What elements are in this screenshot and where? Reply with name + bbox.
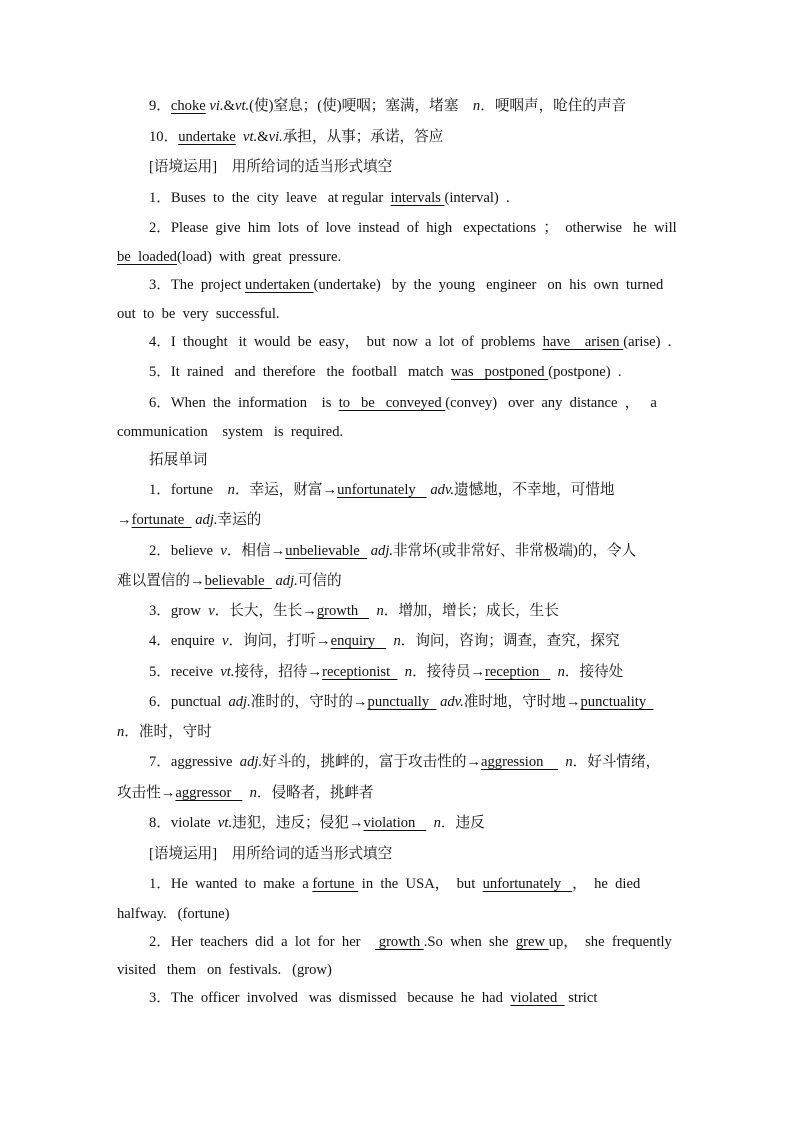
text-segment: 1．He wanted to make a (149, 876, 313, 892)
text-segment: ．好斗情绪， (572, 754, 661, 770)
text-segment: 准时地，守时地→ (463, 694, 581, 710)
text-segment: 2．Her teachers did a lot for her (149, 934, 376, 950)
part-of-speech: adv. (430, 482, 454, 498)
text-segment (236, 129, 243, 145)
answer-blank: intervals (390, 190, 445, 206)
part-of-speech: vt. (220, 664, 235, 680)
text-segment: (interval) . (444, 190, 510, 206)
ext-4 (149, 631, 620, 651)
text-segment: ．相信→ (226, 543, 286, 559)
ex1-q3b (117, 304, 280, 324)
text-segment: 2．Please give him lots of love instead of high expectations ； otherwise he will (149, 220, 677, 236)
section-heading-1 (149, 157, 392, 177)
answer-blank: be loaded (117, 249, 177, 265)
text-segment: 1．fortune (149, 482, 228, 498)
text-segment: [语境运用] 用所给词的适当形式填空 (149, 846, 393, 862)
answer-blank: have arisen (542, 334, 624, 350)
part-of-speech: v (221, 633, 229, 649)
part-of-speech: n (433, 815, 441, 831)
part-of-speech: vt. (217, 815, 233, 831)
part-of-speech: vi. (209, 98, 224, 114)
ex1-q4 (149, 332, 671, 352)
text-segment: 3．grow (149, 603, 209, 619)
answer-blank: to be conveyed (338, 395, 446, 411)
section-heading-3 (149, 844, 392, 864)
ex2-q1b (117, 904, 230, 924)
part-of-speech: n (227, 482, 235, 498)
text-segment: ．幸运，财富→ (234, 482, 338, 498)
ext-7b (117, 783, 374, 803)
text-segment: halfway. (fortune) (117, 906, 230, 922)
ext-3 (149, 601, 559, 621)
text-segment: 遗憾地，不幸地，可惜地 (453, 482, 615, 498)
section-heading-2 (149, 450, 207, 470)
ext-5 (149, 662, 623, 682)
ex1-q5 (149, 362, 622, 382)
part-of-speech: n (376, 603, 384, 619)
text-segment: 3．The officer involved was dismissed because he had (149, 990, 511, 1006)
text-segment: 5．It rained and therefore the football match (149, 364, 451, 380)
text-segment: .So when she (423, 934, 516, 950)
text-segment: 幸运的 (217, 512, 262, 528)
answer-blank: was postponed (450, 364, 549, 380)
answer-blank: enquiry (330, 633, 387, 649)
ext-1b (117, 510, 261, 530)
text-segment: (convey) over any distance ， a (445, 395, 657, 411)
part-of-speech: vt. (234, 98, 250, 114)
part-of-speech: v (220, 543, 227, 559)
part-of-speech: adv. (440, 694, 464, 710)
text-segment: 4．enquire (149, 633, 222, 649)
text-segment: (postpone) . (548, 364, 622, 380)
part-of-speech: n (557, 664, 565, 680)
text-segment: 可信的 (297, 573, 342, 589)
ex2-q1a (149, 874, 640, 894)
text-segment: 拓展单词 (149, 452, 208, 468)
ext-6b (117, 722, 212, 742)
part-of-speech: vt. (243, 129, 258, 145)
text-segment: & (257, 129, 269, 145)
text-segment: ．长大，生长→ (214, 603, 317, 619)
answer-blank: growth (316, 603, 370, 619)
part-of-speech: n (393, 633, 401, 649)
text-segment (426, 815, 433, 831)
part-of-speech: adj. (195, 512, 218, 528)
vocab-9 (149, 96, 626, 116)
ex2-q2a (149, 932, 672, 952)
text-segment: ， he died (572, 876, 641, 892)
text-segment: ．接待处 (564, 664, 624, 680)
answer-blank: undertaken (245, 277, 314, 293)
text-segment: communication system is required. (117, 424, 344, 440)
text-segment: ．询问，咨询；调查，查究，探究 (400, 633, 620, 649)
part-of-speech: adj. (228, 694, 251, 710)
part-of-speech: n (404, 664, 413, 680)
text-segment: ．准时，守时 (124, 724, 212, 740)
text-segment: 9． (149, 98, 171, 114)
ext-1a (149, 480, 615, 500)
part-of-speech: n (249, 785, 257, 801)
part-of-speech: n (117, 724, 125, 740)
ext-8 (149, 813, 485, 833)
text-segment: [语境运用] 用所给词的适当形式填空 (149, 159, 393, 175)
part-of-speech: vi. (268, 129, 283, 145)
ex1-q6b (117, 422, 343, 442)
text-segment: 非常坏(或非常好、非常极端)的，令人 (393, 543, 637, 559)
text-segment: 接待，招待→ (234, 664, 323, 680)
text-segment: & (223, 98, 235, 114)
text-segment (242, 785, 249, 801)
text-segment: 4．I thought it would be easy， but now a lot of problems (149, 334, 543, 350)
text-segment: 2．believe (149, 543, 221, 559)
text-segment: up， she frequently (548, 934, 672, 950)
part-of-speech: adj. (370, 543, 394, 559)
text-segment: strict (564, 990, 598, 1006)
text-segment: ．询问，打听→ (228, 633, 331, 649)
text-segment: ．哽咽声，呛住的声音 (480, 98, 627, 114)
answer-blank: aggression (481, 754, 559, 770)
answer-blank: believable (204, 573, 272, 589)
answer-blank: undertake (178, 129, 236, 145)
text-segment: 8．violate (149, 815, 218, 831)
text-segment: 违犯，违反；侵犯→ (232, 815, 364, 831)
text-segment (550, 664, 557, 680)
ext-7a (149, 752, 660, 772)
ex1-q2a (149, 218, 677, 238)
answer-blank: unbelievable (285, 543, 368, 559)
answer-blank: choke (170, 98, 206, 114)
text-segment: 1．Buses to the city leave at regular (149, 190, 391, 206)
answer-blank: punctuality (580, 694, 654, 710)
text-segment: 5．receive (149, 664, 221, 680)
part-of-speech: n (472, 98, 481, 114)
text-segment: 6．punctual (149, 694, 229, 710)
ext-2a (149, 541, 636, 561)
part-of-speech: n (565, 754, 573, 770)
answer-blank: fortune (312, 876, 359, 892)
answer-blank: unfortunately (337, 482, 427, 498)
ex1-q3a (149, 275, 663, 295)
answer-blank: violation (363, 815, 427, 831)
answer-blank: fortunate (131, 512, 192, 528)
text-segment: 承担，从事；承诺，答应 (282, 129, 444, 145)
text-segment: 6．When the information is (149, 395, 339, 411)
answer-blank: unfortunately (482, 876, 573, 892)
text-segment: in the USA， but (358, 876, 483, 892)
ex2-q3 (149, 988, 597, 1008)
answer-blank: receptionist (322, 664, 398, 680)
text-segment: (load) with great pressure. (176, 249, 342, 265)
text-segment: visited them on festivals. (grow) (117, 962, 332, 978)
text-segment: (arise) . (623, 334, 672, 350)
answer-blank: punctually (367, 694, 437, 710)
text-segment: 7．aggressive (149, 754, 240, 770)
text-segment: 攻击性→ (117, 785, 176, 801)
ext-6a (149, 692, 653, 712)
part-of-speech: adj. (239, 754, 263, 770)
text-segment (397, 664, 404, 680)
text-segment: out to be very successful. (117, 306, 280, 322)
text-segment: → (117, 512, 132, 528)
text-segment: (使)窒息；(使)哽咽；塞满，堵塞 (249, 98, 473, 114)
answer-blank: reception (485, 664, 551, 680)
text-segment: 10． (149, 129, 179, 145)
text-segment: ．增加，增长；成长，生长 (383, 603, 559, 619)
text-segment: ．接待员→ (412, 664, 486, 680)
ext-2b (117, 571, 342, 591)
answer-blank: growth (375, 934, 424, 950)
vocab-10 (149, 127, 443, 147)
ex1-q6a (149, 393, 657, 413)
text-segment: (undertake) by the young engineer on his own turned (313, 277, 664, 293)
text-segment: ．侵略者，挑衅者 (256, 785, 374, 801)
ex1-q2b (117, 247, 341, 267)
answer-blank: grew (515, 934, 549, 950)
answer-blank: violated (510, 990, 565, 1006)
text-segment: ．违反 (440, 815, 485, 831)
text-segment: 准时的，守时的→ (250, 694, 368, 710)
text-segment: 难以置信的→ (117, 573, 205, 589)
text-segment: 好斗的，挑衅的，富于攻击性的→ (262, 754, 482, 770)
text-segment: 3．The project (149, 277, 246, 293)
part-of-speech: adj. (275, 573, 298, 589)
part-of-speech: v (208, 603, 215, 619)
ex2-q2b (117, 960, 332, 980)
answer-blank: aggressor (175, 785, 243, 801)
ex1-q1 (149, 188, 510, 208)
